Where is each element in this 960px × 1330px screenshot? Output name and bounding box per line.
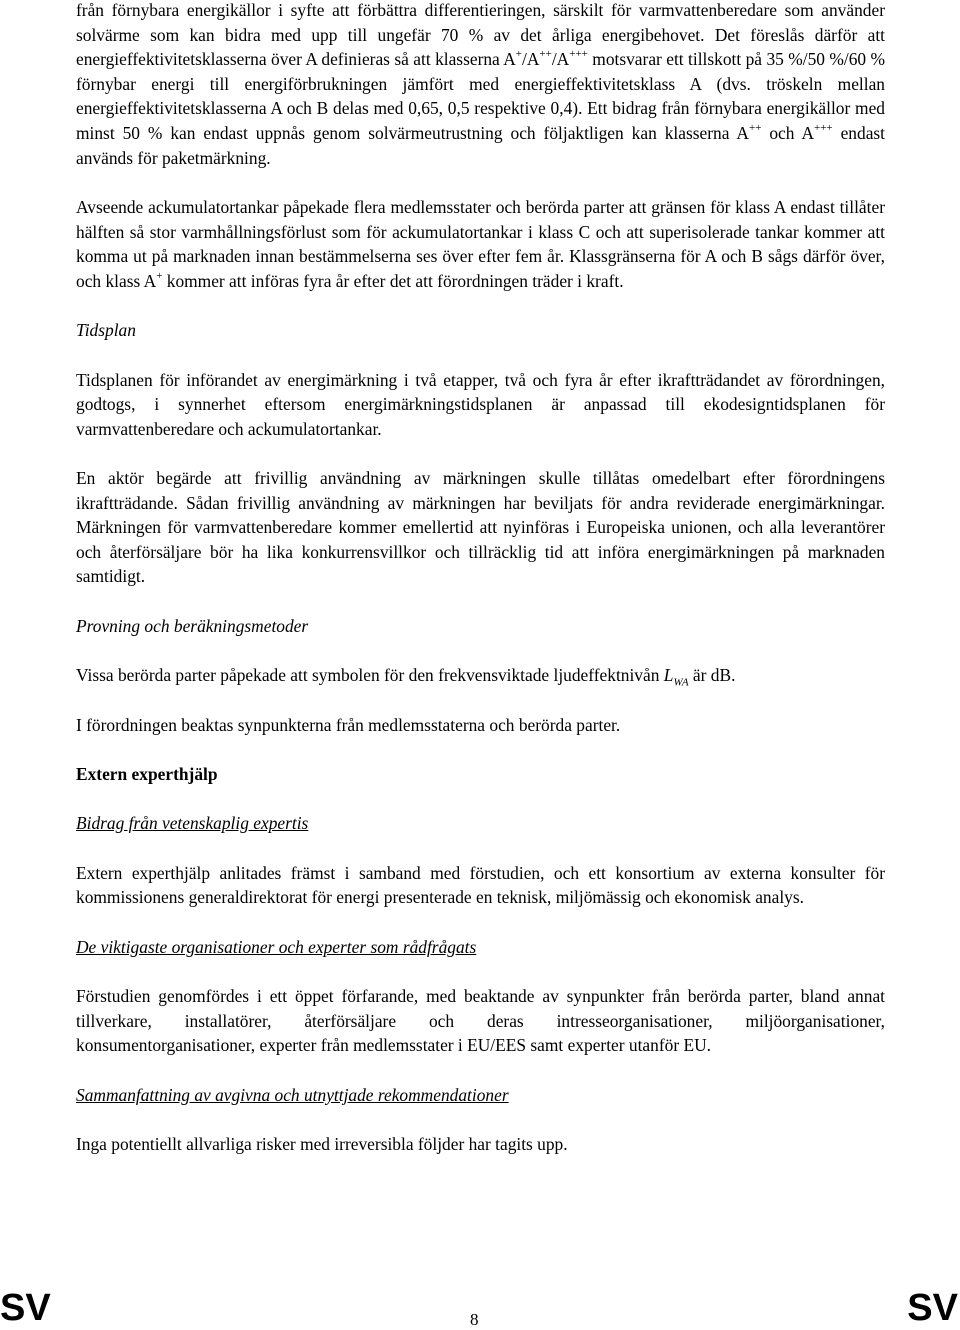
superscript: ++ (748, 122, 762, 135)
paragraph-sound-symbol: Vissa berörda parter påpekade att symbolen för den frekvensviktade ljudeffektnivån $L_{WA}$ är dB. (76, 665, 736, 689)
heading-bidrag: Bidrag från vetenskaplig expertis (76, 813, 309, 834)
heading-extern-experthjalp: Extern experthjälp (76, 764, 218, 785)
subscript: WA (673, 676, 689, 689)
superscript: +++ (569, 48, 588, 61)
paragraph-timeline: Tidsplanen för införandet av energimärkning i två etapper, två och fyra år efter ikraftträdandet av förordningen, godtogs, i synnerhet eftersom energimärkningstidsplanen är anpassad till ekodesigntidsplanen för varmvattenberedare och ackumulatortankar. (76, 369, 885, 439)
paragraph-study: Förstudien genomfördes i ett öppet förfarande, med beaktande av synpunkter från berörda parter, bland annat tillverkare, installatörer, återförsäljare och deras intresseorganisationer, miljöorganisationer, konsumentorganisationer, experter från medlemsstater i EU/EES samt experter utanför EU. (76, 986, 885, 1056)
paragraph-risks: Inga potentiellt allvarliga risker med irreversibla följder har tagits upp. (76, 1134, 568, 1155)
paragraph-member-states: I förordningen beaktas synpunkterna från medlemsstaterna och berörda parter. (76, 714, 621, 735)
heading-viktigaste: De viktigaste organisationer och experter som rådfrågats (76, 936, 477, 957)
heading-provning: Provning och beräkningsmetoder (76, 615, 309, 636)
symbol-l: L (663, 665, 674, 686)
superscript: ++ (539, 48, 552, 61)
page-number: 8 (470, 1310, 479, 1329)
paragraph-external-help: Extern experthjälp anlitades främst i samband med förstudien, och ett konsortium av externa konsulter för kommissionens generaldirektorat för energi presenterade en teknisk, miljömässig och ekonomisk analys. (76, 862, 885, 908)
superscript: + (156, 269, 163, 282)
paragraph-storage-tanks: Avseende ackumulatortankar påpekade flera medlemsstater och berörda parter att gränsen för klass A endast tillåter hälften så stor varmhållningsförlust som för ackumulatortankar i klass C och att superisolerade tankar kommer att komma ut på marknaden innan bestämmelserna ses över efter fem år. Klassgränserna för A och B sågs därför över, och klass A+ kommer att införas fyra år efter det att förordningen träder i kraft. (76, 196, 885, 291)
heading-sammanfattning: Sammanfattning av avgivna och utnyttjade rekommendationer (76, 1084, 509, 1105)
paragraph-renewable-classes: från förnybara energikällor i syfte att förbättra differentieringen, särskilt för varmvattenberedare som använder solvärme som kan bidra med upp till ungefär 70 % av det årliga energibehovet. Det föreslås därför att energieffektivitetsklasserna över A definieras så att klasserna A+/A++/A+++ motsvarar ett tillskott på 35 %/50 %/60 % förnybar energi till energiförbrukningen jämfört med energieffektivitetsklass A (dvs. tröskeln mellan energieffektivitetsklasserna A och B delas med 0,65, 0,5 respektive 0,4). Ett bidrag från förnybara energikällor med minst 50 % kan endast uppnås genom solvärmeutrustning och följaktligen kan klasserna A++ och A+++ endast används för paketmärkning. (76, 0, 886, 168)
superscript: + (515, 48, 523, 61)
footer-language-left: SV (0, 1287, 51, 1329)
paragraph-voluntary-use: En aktör begärde att frivillig användning av märkningen skulle tillåtas omedelbart efter förordningens ikraftträdande. Sådan frivillig användning av märkningen har beviljats för andra reviderade energimärkningar. Märkningen för varmvattenberedare kommer emellertid att nyinföras i Europeiska unionen, och alla leverantörer och återförsäljare bör ha lika konkurrensvillkor och tillräcklig tid att införa energimärkningen på marknaden samtidigt. (76, 468, 885, 587)
footer-language-right: SV (907, 1287, 958, 1329)
superscript: +++ (814, 122, 833, 135)
document-body (76, 0, 885, 1157)
heading-tidsplan: Tidsplan (76, 320, 136, 341)
